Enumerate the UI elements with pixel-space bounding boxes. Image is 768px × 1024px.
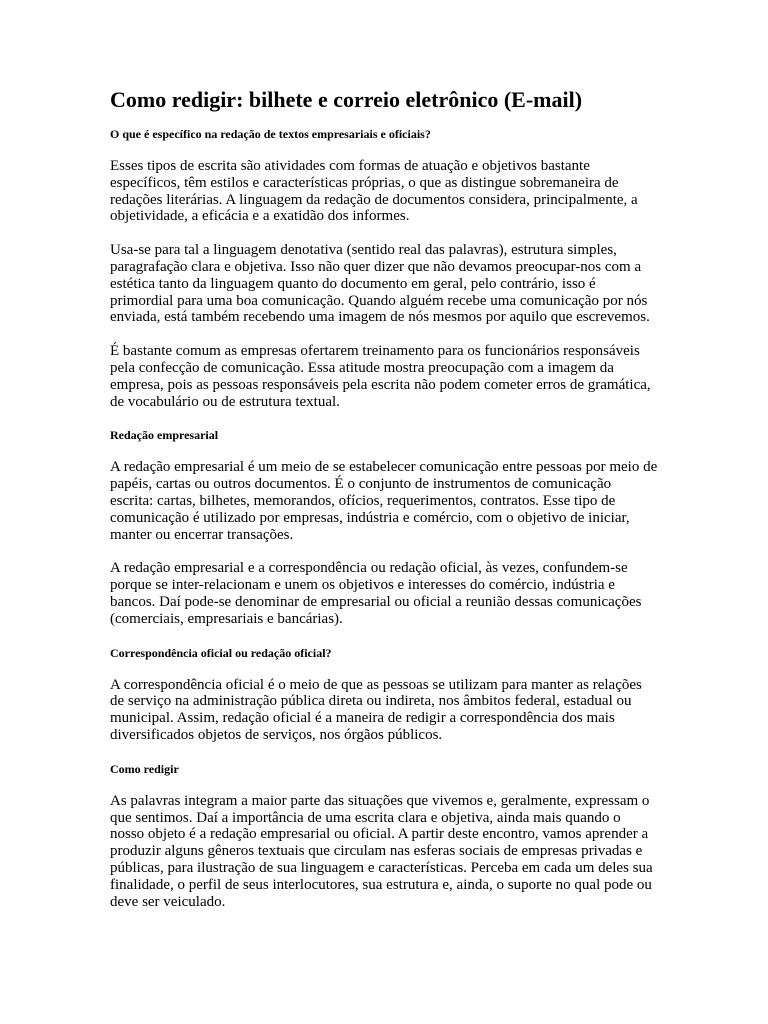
section-correspondencia-oficial (110, 645, 658, 744)
paragraph: É bastante comum as empresas ofertarem treinamento para os funcionários responsáveis pela confecção de comunicação. Essa atitude mostra preocupação com a imagem da empresa, pois as pessoas responsáveis pela escrita não podem cometer erros de gramática, de vocabulário ou de estrutura textual. (110, 343, 651, 410)
paragraph: Esses tipos de escrita são atividades com formas de atuação e objetivos bastante específicos, têm estilos e características próprias, o que as distingue sobremaneira de redações literárias. A linguagem da redação de documentos considera, principalmente, a objetividade, a eficácia e a exatidão dos informes. (110, 158, 638, 225)
section-heading: O que é específico na redação de textos empresariais e oficiais? (110, 127, 431, 141)
paragraph: A redação empresarial e a correspondência ou redação oficial, às vezes, confundem-se porque se inter-relacionam e unem os objetivos e interesses do comércio, indústria e bancos. Daí pode-se denominar de empresarial ou oficial a reunião dessas comunicações (comerciais, empresariais e bancárias). (110, 560, 642, 627)
paragraph: Usa-se para tal a linguagem denotativa (sentido real das palavras), estrutura simples, paragrafação clara e objetiva. Isso não quer dizer que não devamos preocupar-nos com a estética tanto da linguagem quanto do documento em geral, pelo contrário, isso é primordial para uma boa comunicação. Quando alguém recebe uma comunicação por nós enviada, está também recebendo uma imagem de nós mesmos por aquilo que escrevemos. (110, 242, 650, 326)
paragraph: A redação empresarial é um meio de se estabelecer comunicação entre pessoas por meio de papéis, cartas ou outros documentos. É o conjunto de instrumentos de comunicação escrita: cartas, bilhetes, memorandos, ofícios, requerimentos, contratos. Esse tipo de comunicação é utilizado por empresas, indústria e comércio, com o objetivo de iniciar, manter ou encerrar transações. (110, 459, 658, 543)
section-heading: Correspondência oficial ou redação oficial? (110, 645, 332, 660)
section-como-redigir (110, 761, 658, 911)
section-redacao-empresarial (110, 427, 658, 627)
paragraph: A correspondência oficial é o meio de que as pessoas se utilizam para manter as relações de serviço na administração pública direta ou indireta, nos âmbitos federal, estadual ou municipal. Assim, redação oficial é a maneira de redigir a correspondência dos mais diversificados objetos de serviços, nos órgãos públicos. (110, 676, 642, 743)
section-especifico (110, 126, 658, 410)
paragraph: As palavras integram a maior parte das situações que vivemos e, geralmente, expressam o que sentimos. Daí a importância de uma escrita clara e objetiva, ainda mais quando o nosso objeto é a redação empresarial ou oficial. A partir deste encontro, vamos aprender a produzir alguns gêneros textuais que circulam nas esferas sociais de empresas privadas e públicas, para ilustração de sua linguagem e características. Perceba em cada um deles sua finalidade, o perfil de seus interlocutores, sua estrutura e, ainda, o suporte no qual pode ou deve ser veiculado. (110, 792, 653, 910)
section-heading: Como redigir (110, 761, 179, 776)
document-title: Como redigir: bilhete e correio eletrônico (E-mail) (110, 87, 583, 112)
section-heading: Redação empresarial (110, 428, 219, 443)
